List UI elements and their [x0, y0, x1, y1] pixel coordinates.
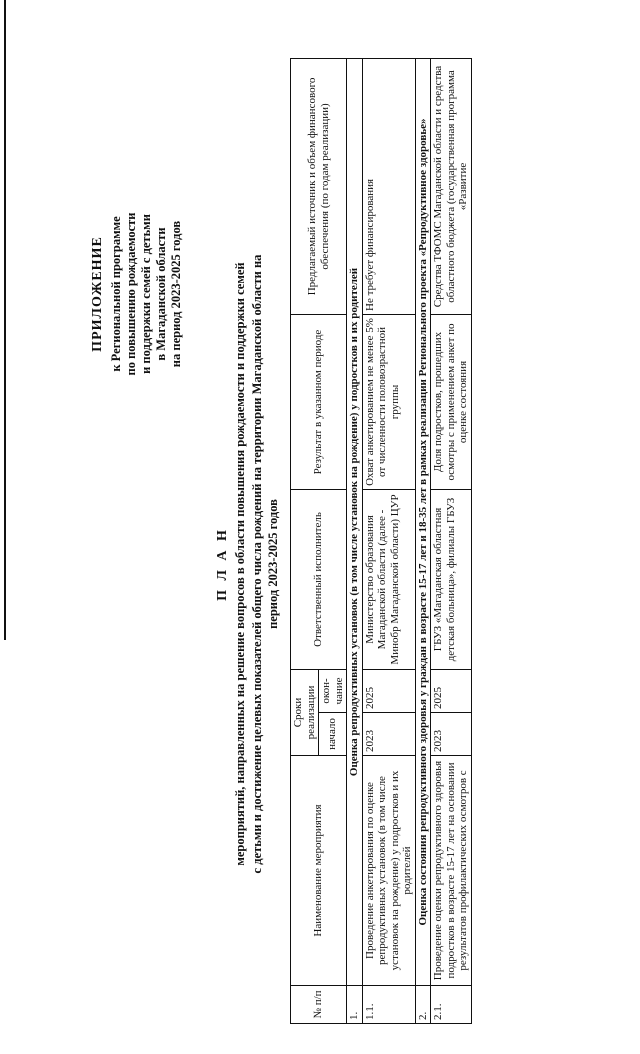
- header-terms: Сроки реализации: [291, 669, 319, 755]
- section-row: [415, 58, 431, 1023]
- row-source: Средства ТФОМС Магаданской области и средства областного бюджета (государственная программа «Развитие: [431, 58, 472, 314]
- appendix-line: на период 2023-2025 годов: [169, 220, 183, 368]
- header-name: Наименование мероприятия: [291, 756, 347, 986]
- row-source: Не требует финансирования: [362, 58, 415, 314]
- plan-subtitle-line: с детьми и достижение целевых показателей общего числа рождений на территории Магаданской области на: [249, 254, 264, 874]
- appendix-line: и поддержки семей с детьми: [139, 214, 153, 374]
- header-executor: Ответственный исполнитель: [291, 489, 347, 669]
- row-executor: ГБУЗ «Магаданская областная детская больница», филиалы ГБУЗ: [431, 489, 472, 669]
- section-num: 1.: [347, 986, 363, 1024]
- appendix-block: [90, 159, 184, 429]
- plan-title: П Л А Н: [215, 527, 230, 601]
- appendix-line: к Региональной программе: [109, 216, 123, 372]
- row-executor: Министерство образования Магаданской области (далее - Минобр Магаданской области) ЦУР: [362, 489, 415, 669]
- table-row: [362, 58, 415, 1023]
- section-row: [347, 58, 363, 1023]
- plan-subtitle-line: мероприятий, направленных на решение вопросов в области повышения рождаемости и поддержки семей: [233, 262, 247, 866]
- row-num: 2.1.: [431, 986, 472, 1024]
- header-end: окон-чание: [319, 669, 347, 712]
- row-name: Проведение анкетирования по оценке репродуктивных установок (в том числе установок на рождение) у подростков и их родителей: [362, 756, 415, 986]
- appendix-title: ПРИЛОЖЕНИЕ: [90, 236, 105, 352]
- plan-heading: [215, 234, 281, 894]
- section-num: 2.: [415, 986, 431, 1024]
- row-end: 2025: [362, 669, 415, 712]
- plan-subtitle-line: период 2023-2025 годов: [266, 499, 280, 629]
- table-header-row: [291, 58, 319, 1023]
- table-row: [431, 58, 472, 1023]
- appendix-line: в Магаданской области: [154, 227, 168, 361]
- row-num: 1.1.: [362, 986, 415, 1024]
- header-result: Результат в указанном периоде: [291, 314, 347, 489]
- plan-table: [290, 58, 472, 1024]
- row-result: Доля подростков, прошедших осмотры с применением анкет по оценке состояния: [431, 314, 472, 489]
- header-num: № п/п: [291, 986, 347, 1024]
- row-start: 2023: [431, 713, 472, 756]
- row-result: Охват анкетированием не менее 5% от численности половозрастной группы: [362, 314, 415, 489]
- header-start: начало: [319, 713, 347, 756]
- row-end: 2025: [431, 669, 472, 712]
- row-name: Проведение оценки репродуктивного здоровья подростков в возрасте 15-17 лет на основании результатов профилактических осмотров с: [431, 756, 472, 986]
- header-source: Предлагаемый источник и объем финансового обеспечения (по годам реализации): [291, 58, 347, 314]
- section-title: Оценка состояния репродуктивного здоровья у граждан в возрасте 15-17 лет и 18-35 лет в рамках реализации Регионального проекта «Репродуктивное здоровье»: [415, 58, 431, 985]
- row-start: 2023: [362, 713, 415, 756]
- appendix-line: по повышению рождаемости: [124, 212, 138, 376]
- section-title: Оценка репродуктивных установок (в том числе установок на рождение) у подростков и их родителей: [347, 58, 363, 985]
